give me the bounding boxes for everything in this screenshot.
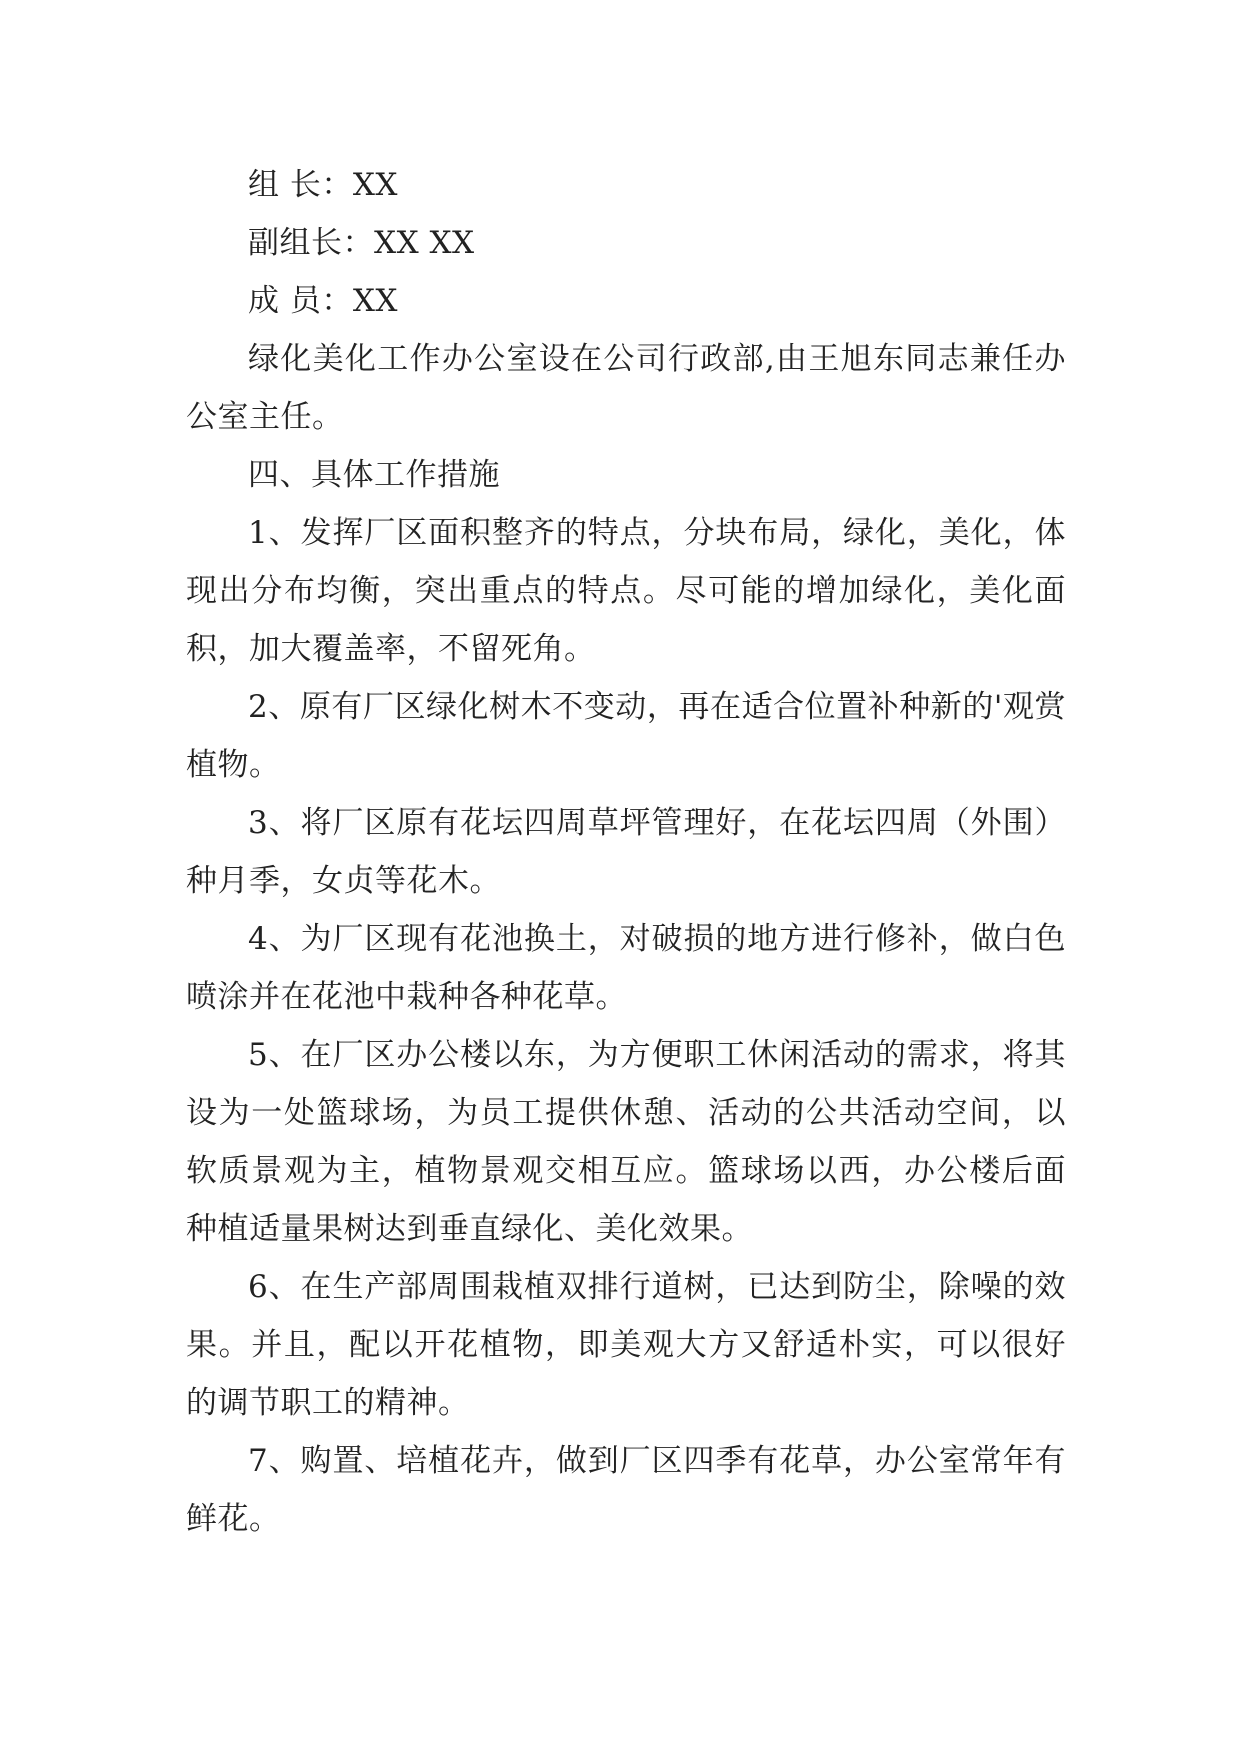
- office-paragraph: 绿化美化工作办公室设在公司行政部,由王旭东同志兼任办公室主任。: [186, 341, 1066, 435]
- section-heading: 四、具体工作措施: [248, 457, 500, 493]
- measure-item-7: 7、购置、培植花卉，做到厂区四季有花草，办公室常年有鲜花。: [186, 1443, 1066, 1537]
- measure-item-4: 4、为厂区现有花池换土，对破损的地方进行修补，做白色喷涂并在花池中栽种各种花草。: [186, 921, 1066, 1015]
- measure-item-6: 6、在生产部周围栽植双排行道树，已达到防尘，除噪的效果。并且，配以开花植物，即美观大方又舒适朴实，可以很好的调节职工的精神。: [186, 1269, 1066, 1421]
- measure-item-3: 3、将厂区原有花坛四周草坪管理好，在花坛四周（外围）种月季，女贞等花木。: [186, 805, 1066, 899]
- group-leader-line: 组 长：XX: [248, 167, 398, 203]
- measure-item-1: 1、发挥厂区面积整齐的特点，分块布局，绿化，美化，体现出分布均衡，突出重点的特点。尽可能的增加绿化，美化面积，加大覆盖率，不留死角。: [186, 515, 1066, 667]
- members-line: 成 员：XX: [248, 283, 398, 319]
- document-body: [186, 156, 1066, 1548]
- measure-item-2: 2、原有厂区绿化树木不变动，再在适合位置补种新的'观赏植物。: [186, 689, 1066, 783]
- measure-item-5: 5、在厂区办公楼以东，为方便职工休闲活动的需求，将其设为一处篮球场，为员工提供休憩、活动的公共活动空间，以软质景观为主，植物景观交相互应。篮球场以西，办公楼后面种植适量果树达到垂直绿化、美化效果。: [186, 1037, 1066, 1247]
- deputy-leader-line: 副组长：XX XX: [248, 225, 475, 261]
